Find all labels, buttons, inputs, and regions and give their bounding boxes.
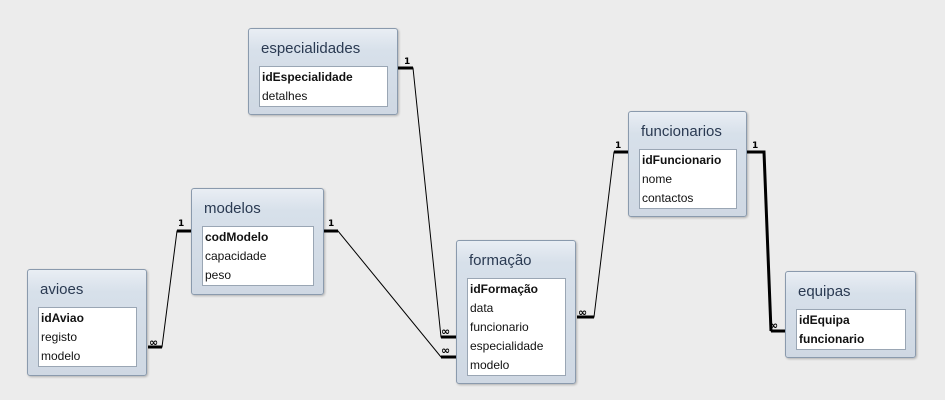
table-title[interactable]: equipas bbox=[798, 283, 851, 300]
table-modelos[interactable] bbox=[191, 188, 324, 295]
relationship-many-label: ∞ bbox=[578, 306, 588, 319]
field[interactable]: data bbox=[470, 301, 494, 315]
relationship-many-label: ∞ bbox=[769, 319, 779, 332]
field-list[interactable] bbox=[38, 307, 137, 367]
relationship-many-label: ∞ bbox=[441, 325, 451, 338]
field-primary-key[interactable]: idAviao bbox=[41, 311, 84, 325]
relationship-one-label: 1 bbox=[752, 141, 759, 151]
table-especialidades[interactable] bbox=[248, 28, 398, 115]
field-primary-key[interactable]: codModelo bbox=[205, 230, 269, 244]
table-avioes[interactable] bbox=[27, 269, 147, 376]
field[interactable]: registo bbox=[41, 330, 78, 344]
relationship-especialidades-formacao[interactable] bbox=[397, 57, 457, 338]
field[interactable]: especialidade bbox=[470, 339, 544, 353]
table-equipas[interactable] bbox=[785, 271, 916, 358]
relationship-modelos-avioes[interactable] bbox=[148, 219, 192, 349]
relationship-one-label: 1 bbox=[328, 219, 335, 229]
table-title[interactable]: funcionarios bbox=[641, 123, 722, 140]
relationship-funcionarios-formacao[interactable] bbox=[577, 141, 629, 319]
table-title[interactable]: modelos bbox=[204, 200, 261, 217]
field-list[interactable] bbox=[796, 309, 906, 350]
field[interactable]: capacidade bbox=[205, 249, 267, 263]
field-primary-key[interactable]: idEquipa bbox=[799, 313, 850, 327]
table-title[interactable]: especialidades bbox=[261, 40, 361, 57]
field-foreign-key[interactable]: funcionario bbox=[799, 332, 865, 346]
field[interactable]: modelo bbox=[470, 358, 510, 372]
relationship-one-label: 1 bbox=[404, 57, 411, 67]
relationship-modelos-formacao[interactable] bbox=[323, 219, 457, 357]
table-title[interactable]: formação bbox=[469, 252, 532, 269]
field[interactable]: detalhes bbox=[262, 89, 308, 103]
table-funcionarios[interactable] bbox=[628, 111, 747, 217]
relationship-one-label: 1 bbox=[615, 141, 622, 151]
field[interactable]: funcionario bbox=[470, 320, 529, 334]
field-list[interactable] bbox=[467, 278, 566, 376]
field-primary-key[interactable]: idEspecialidade bbox=[262, 70, 353, 84]
field[interactable]: peso bbox=[205, 268, 232, 282]
field-list[interactable] bbox=[639, 149, 737, 209]
field-primary-key[interactable]: idFuncionario bbox=[642, 153, 722, 167]
table-formacao[interactable] bbox=[456, 240, 576, 384]
relationship-one-label: 1 bbox=[178, 219, 185, 229]
field[interactable]: modelo bbox=[41, 349, 81, 363]
field-primary-key[interactable]: idFormação bbox=[470, 282, 539, 296]
field[interactable]: nome bbox=[642, 172, 673, 186]
field[interactable]: contactos bbox=[642, 191, 694, 205]
table-title[interactable]: avioes bbox=[40, 281, 84, 298]
relationship-funcionarios-equipas[interactable] bbox=[747, 141, 786, 332]
field-list[interactable] bbox=[202, 226, 314, 286]
relationship-many-label: ∞ bbox=[441, 344, 451, 357]
relationship-many-label: ∞ bbox=[149, 336, 159, 349]
field-list[interactable] bbox=[259, 66, 388, 107]
